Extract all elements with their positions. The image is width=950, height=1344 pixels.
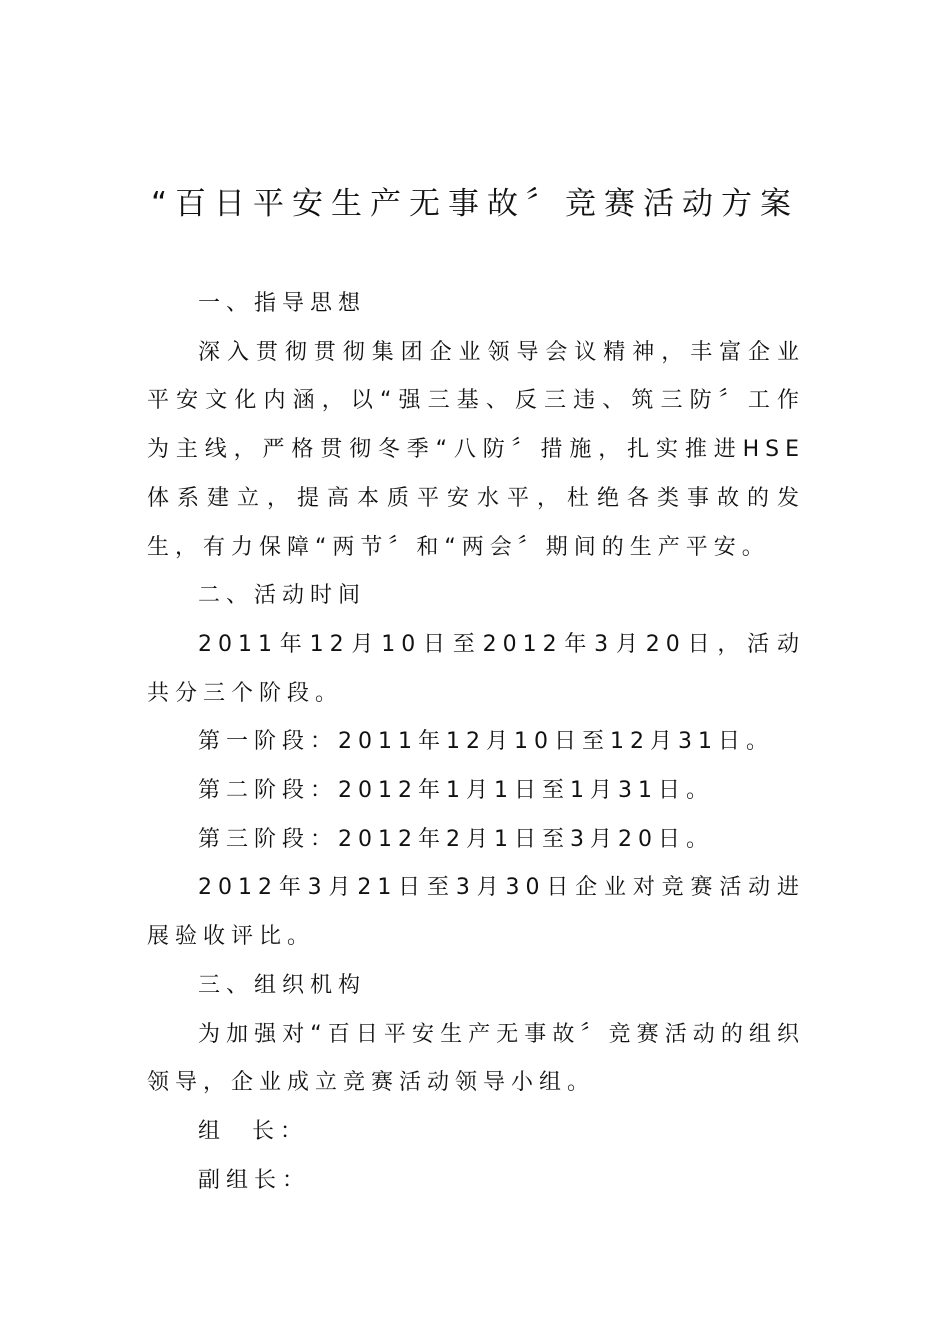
label-deputy-group-leader: 副组长： bbox=[198, 1167, 311, 1193]
document-title: “百日平安生产无事故〞竞赛活动方案 bbox=[150, 186, 800, 222]
paragraph-stage-one: 第一阶段：2011年12月10日至12月31日。 bbox=[198, 729, 774, 755]
paragraph-evaluation: 2012年3月21日至3月30日企业对竞赛活动进展验收评比。 bbox=[147, 875, 805, 950]
paragraph-guiding-ideology: 深入贯彻贯彻集团企业领导会议精神，丰富企业平安文化内涵，以“强三基、反三违、筑三防〞工作为主线，严格贯彻冬季“八防〞措施，扎实推进HSE体系建立，提高本质平安水平，杜绝各类事故的发生，有力保障“两节〞和“两会〞期间的生产平安。 bbox=[147, 339, 805, 560]
paragraph-stage-three: 第三阶段：2012年2月1日至3月20日。 bbox=[198, 826, 714, 852]
label-group-leader: 组 长： bbox=[198, 1118, 308, 1144]
section-heading-guiding-ideology: 一、指导思想 bbox=[198, 291, 367, 316]
section-heading-activity-time: 二、活动时间 bbox=[198, 583, 367, 609]
section-heading-organization: 三、组织机构 bbox=[198, 972, 367, 998]
paragraph-organization: 为加强对“百日平安生产无事故〞竞赛活动的组织领导，企业成立竞赛活动领导小组。 bbox=[147, 1021, 805, 1096]
document-body bbox=[147, 280, 805, 1205]
paragraph-stage-two: 第二阶段：2012年1月1日至1月31日。 bbox=[198, 778, 714, 804]
paragraph-activity-period: 2011年12月10日至2012年3月20日，活动共分三个阶段。 bbox=[147, 631, 805, 706]
